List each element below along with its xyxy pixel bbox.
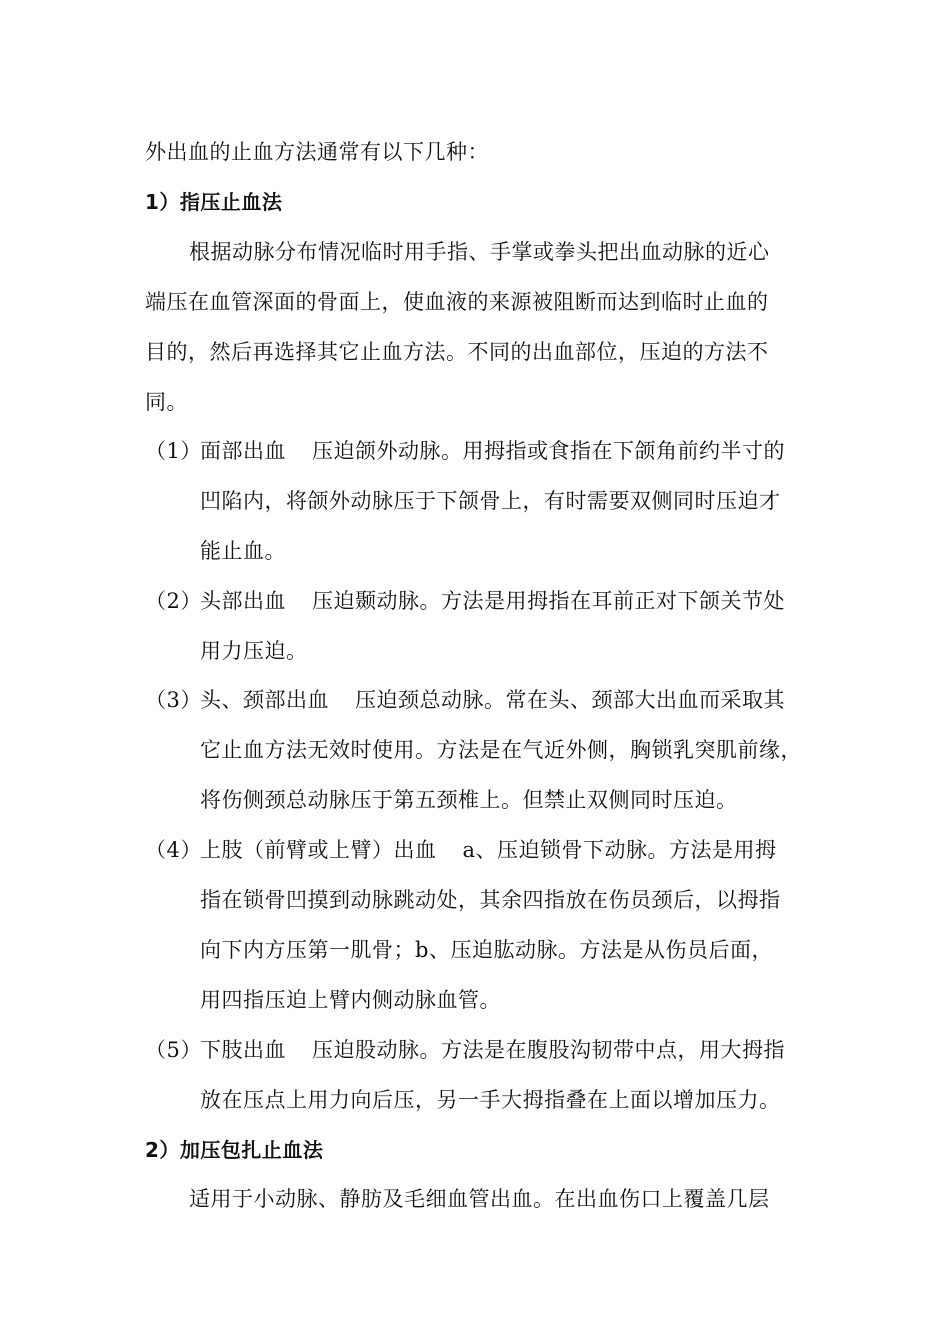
list-item-5 [145, 1036, 785, 1064]
item-continuation: 用四指压迫上臂内侧动脉血管。 [200, 988, 501, 1012]
section-2-heading: 2）加压包扎止血法 [145, 1138, 324, 1162]
item-label: 头、颈部出血 [200, 688, 329, 712]
list-item-4 [145, 836, 777, 864]
item-continuation: 能止血。 [200, 539, 286, 563]
section-1-para-line: 端压在血管深面的骨面上，使血液的来源被阻断而达到临时止血的 [145, 290, 769, 314]
section-1-para-line: 同。 [145, 390, 188, 414]
item-number: （1） [145, 439, 202, 463]
item-number: （5） [145, 1038, 202, 1062]
item-continuation: 放在压点上用力向后压，另一手大拇指叠在上面以增加压力。 [200, 1088, 781, 1112]
list-item-3 [145, 686, 785, 714]
section-2-para-line: 适用于小动脉、静肪及毛细血管出血。在出血伤口上覆盖几层 [189, 1187, 770, 1211]
item-number: （3） [145, 688, 202, 712]
item-text: a、压迫锁骨下动脉。方法是用拇 [462, 838, 777, 862]
item-continuation: 向下内方压第一肌骨；b、压迫肱动脉。方法是从伤员后面， [200, 938, 773, 962]
item-continuation: 凹陷内，将颌外动脉压于下颌骨上，有时需要双侧同时压迫才 [200, 489, 781, 513]
item-label: 下肢出血 [200, 1038, 286, 1062]
item-text: 压迫颞动脉。方法是用拇指在耳前正对下颌关节处 [312, 589, 785, 613]
intro-line: 外出血的止血方法通常有以下几种： [145, 140, 489, 164]
item-continuation: 指在锁骨凹摸到动脉跳动处，其余四指放在伤员颈后，以拇指 [200, 888, 781, 912]
section-1-heading: 1）指压止血法 [145, 190, 283, 214]
item-text: 压迫颌外动脉。用拇指或食指在下颌角前约半寸的 [312, 439, 785, 463]
section-1-para-line: 目的，然后再选择其它止血方法。不同的出血部位，压迫的方法不 [145, 340, 769, 364]
list-item-1 [145, 437, 785, 465]
item-continuation: 用力压迫。 [200, 639, 308, 663]
item-text: 压迫股动脉。方法是在腹股沟韧带中点，用大拇指 [312, 1038, 785, 1062]
item-continuation: 它止血方法无效时使用。方法是在气近外侧，胸锁乳突肌前缘， [200, 738, 802, 762]
section-1-para-line: 根据动脉分布情况临时用手指、手掌或拳头把出血动脉的近心 [189, 240, 770, 264]
item-text: 压迫颈总动脉。常在头、颈部大出血而采取其 [355, 688, 785, 712]
item-continuation: 将伤侧颈总动脉压于第五颈椎上。但禁止双侧同时压迫。 [200, 788, 738, 812]
item-number: （4） [145, 838, 202, 862]
item-label: 上肢（前臂或上臂）出血 [200, 838, 437, 862]
item-label: 面部出血 [200, 439, 286, 463]
list-item-2 [145, 587, 785, 615]
item-label: 头部出血 [200, 589, 286, 613]
item-number: （2） [145, 589, 202, 613]
